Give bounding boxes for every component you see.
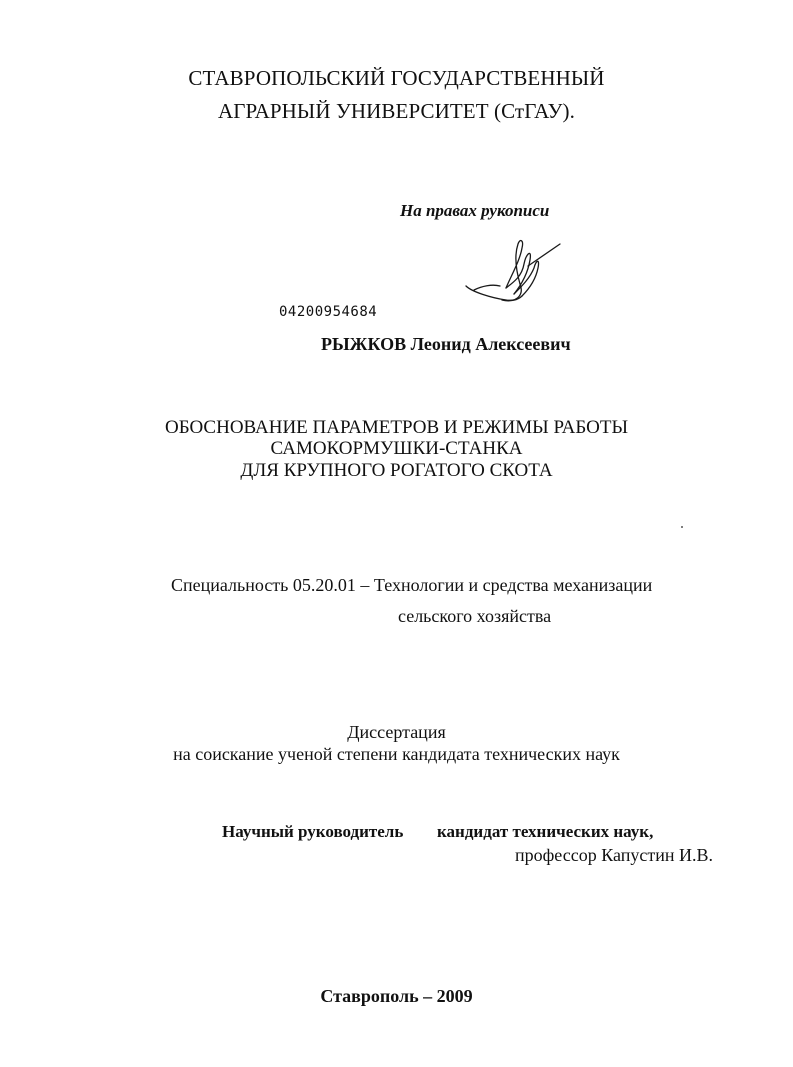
author-given-names: Леонид Алексеевич (410, 334, 571, 354)
author-surname: РЫЖКОВ (321, 334, 407, 354)
university-name-line1: СТАВРОПОЛЬСКИЙ ГОСУДАРСТВЕННЫЙ (188, 66, 605, 90)
dissertation-title-line3: ДЛЯ КРУПНОГО РОГАТОГО СКОТА (240, 460, 553, 481)
specialty-line2: сельского хозяйства (398, 606, 552, 626)
inventory-number: 04200954684 (279, 304, 378, 320)
author-name (321, 335, 571, 353)
dissertation-label: Диссертация (347, 722, 446, 742)
specialty-line1: Специальность 05.20.01 – Технологии и средства механизации (171, 575, 653, 595)
degree-line: на соискание ученой степени кандидата технических наук (173, 744, 620, 764)
manuscript-rights-label: На правах рукописи (400, 201, 550, 220)
dissertation-title-line1: ОБОСНОВАНИЕ ПАРАМЕТРОВ И РЕЖИМЫ РАБОТЫ (164, 417, 629, 438)
scan-speck (681, 526, 683, 528)
supervisor-degree: кандидат технических наук, (437, 822, 654, 841)
university-name-line2: АГРАРНЫЙ УНИВЕРСИТЕТ (СтГАУ). (218, 99, 575, 123)
city-year: Ставрополь – 2009 (320, 986, 473, 1006)
supervisor-name: профессор Капустин И.В. (515, 845, 713, 865)
supervisor-label: Научный руководитель (222, 822, 404, 841)
dissertation-title-line2: САМОКОРМУШКИ-СТАНКА (270, 438, 523, 459)
signature-image (462, 234, 566, 314)
